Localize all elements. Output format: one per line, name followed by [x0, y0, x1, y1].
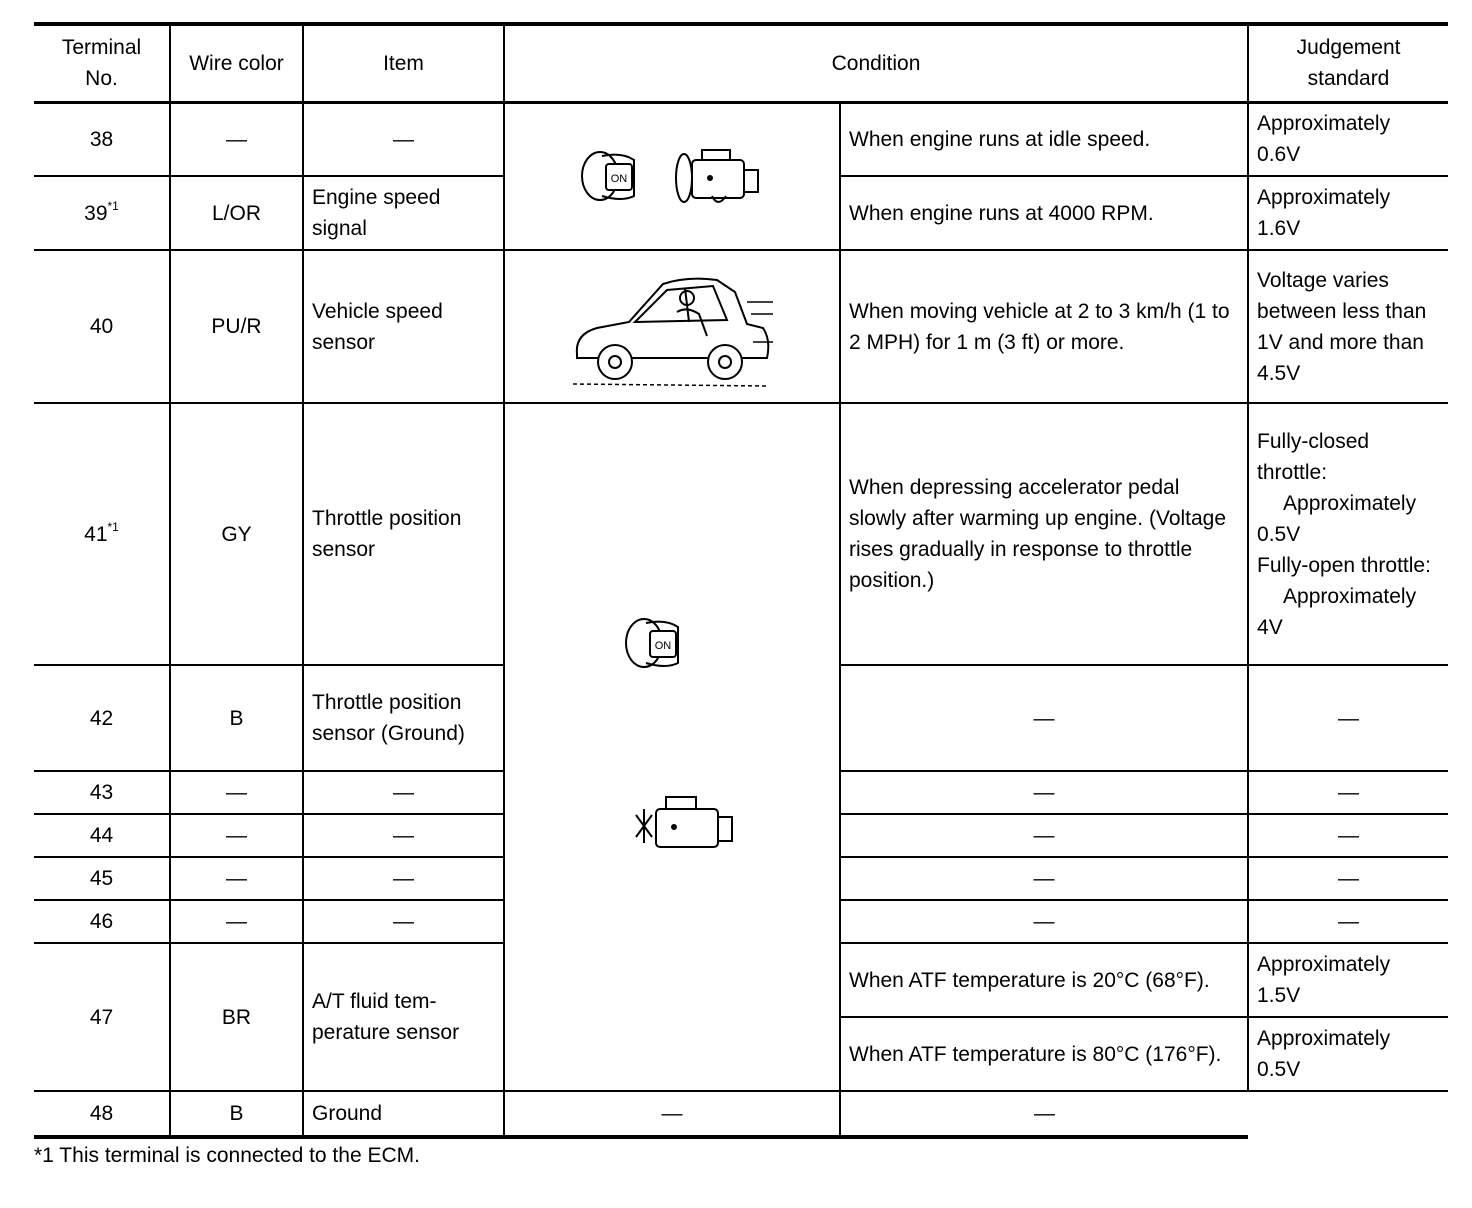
judgement-cell: — — [1248, 771, 1448, 814]
terminal-cell: 40 — [34, 250, 170, 403]
condition-cell: — — [840, 814, 1248, 857]
condition-icon-group-driving — [504, 250, 840, 403]
judgement-cell: — — [1248, 900, 1448, 943]
item-cell: — — [303, 771, 504, 814]
item-cell: A/T fluid tem-perature sensor — [303, 943, 504, 1091]
terminal-cell — [34, 403, 170, 665]
condition-cell: — — [840, 857, 1248, 900]
ignition-key-on-icon — [626, 619, 678, 667]
item-cell: — — [303, 857, 504, 900]
judgement-line: Approximately — [1257, 953, 1391, 976]
terminal-spec-table — [34, 22, 1448, 1139]
condition-cell: When ATF temperature is 20°C (68°F). — [840, 943, 1248, 1017]
judgement-cell: — — [1248, 665, 1448, 771]
judgement-line: 1.6V — [1257, 217, 1301, 240]
header-condition: Condition — [504, 24, 1248, 102]
terminal-cell: 42 — [34, 665, 170, 771]
condition-cell: — — [504, 1091, 840, 1137]
wire-color-cell: — — [170, 102, 303, 176]
item-cell: — — [303, 102, 504, 176]
condition-cell: — — [840, 771, 1248, 814]
header-wire-color: Wire color — [170, 24, 303, 102]
footnote: *1 This terminal is connected to the ECM. — [34, 1144, 420, 1167]
ignition-on-label: ON — [610, 173, 628, 186]
condition-cell: — — [840, 900, 1248, 943]
engine-running-icon — [676, 150, 758, 202]
terminal-cell: 44 — [34, 814, 170, 857]
judgement-line: 0.6V — [1257, 143, 1301, 167]
terminal-cell: 38 — [34, 102, 170, 176]
condition-icon-group-ignition — [504, 403, 840, 1091]
judgement-line: Fully-open throttle: — [1257, 553, 1431, 577]
condition-icon-group-idle — [504, 102, 840, 250]
judgement-cell — [1248, 176, 1448, 250]
wire-color-cell: BR — [170, 943, 303, 1091]
header-terminal-no: Terminal No. — [34, 24, 170, 102]
wire-color-cell: — — [170, 857, 303, 900]
judgement-line: 0.5V — [1257, 1058, 1301, 1081]
item-cell: Ground — [303, 1091, 504, 1137]
item-cell: — — [303, 814, 504, 857]
condition-cell: When depressing accelerator pedal slowly after warming up engine. (Voltage rises gradually in response to throttle position.) — [840, 403, 1248, 665]
table-row — [34, 250, 1448, 403]
vehicle-driving-icon — [567, 262, 777, 392]
condition-cell: When moving vehicle at 2 to 3 km/h (1 to 2 MPH) for 1 m (3 ft) or more. — [840, 250, 1248, 403]
terminal-footnote-mark: *1 — [107, 198, 119, 213]
judgement-cell: — — [840, 1091, 1248, 1137]
item-cell: Throttle position sensor (Ground) — [303, 665, 504, 771]
judgement-line: 4V — [1257, 615, 1283, 639]
condition-cell: When engine runs at idle speed. — [840, 102, 1248, 176]
condition-cell: When engine runs at 4000 RPM. — [840, 176, 1248, 250]
terminal-cell: 43 — [34, 771, 170, 814]
judgement-line: 0.5V — [1257, 522, 1301, 546]
item-cell: Throttle position sensor — [303, 403, 504, 665]
terminal-cell: 46 — [34, 900, 170, 943]
table-row — [34, 403, 1448, 665]
judgement-line: Fully-closed throttle: — [1257, 429, 1370, 484]
wire-color-cell: L/OR — [170, 176, 303, 250]
engine-running-icon — [636, 797, 732, 847]
terminal-number: 41 — [84, 522, 108, 546]
ignition-on-label: ON — [654, 640, 672, 652]
item-cell: Engine speed signal — [303, 176, 504, 250]
judgement-line: Approximately — [1283, 584, 1417, 608]
wire-color-cell: — — [170, 771, 303, 814]
ignition-key-on-icon — [582, 152, 634, 200]
header-judgement-standard: Judgement standard — [1248, 24, 1448, 102]
wire-color-cell: — — [170, 814, 303, 857]
judgement-cell — [1248, 943, 1448, 1017]
wire-color-cell: GY — [170, 403, 303, 665]
condition-cell: — — [840, 665, 1248, 771]
judgement-cell: Voltage varies between less than 1V and more than 4.5V — [1248, 250, 1448, 403]
terminal-cell: 47 — [34, 943, 170, 1091]
judgement-cell — [1248, 1017, 1448, 1091]
table-row — [34, 102, 1448, 176]
wire-color-cell: PU/R — [170, 250, 303, 403]
wire-color-cell: — — [170, 900, 303, 943]
judgement-cell: — — [1248, 814, 1448, 857]
item-cell: Vehicle speed sensor — [303, 250, 504, 403]
terminal-number: 39 — [84, 201, 108, 225]
terminal-cell: 48 — [34, 1091, 170, 1137]
header-row — [34, 24, 1448, 102]
judgement-line: Approximately — [1257, 112, 1391, 136]
ignition-engine-icons — [572, 136, 772, 216]
judgement-line: Approximately — [1257, 186, 1391, 209]
judgement-line: Approximately — [1257, 1027, 1391, 1050]
wire-color-cell: B — [170, 1091, 303, 1137]
table-row — [34, 1091, 1448, 1137]
wire-color-cell: B — [170, 665, 303, 771]
item-cell: — — [303, 900, 504, 943]
terminal-cell: 45 — [34, 857, 170, 900]
terminal-footnote-mark: *1 — [107, 519, 119, 534]
terminal-cell — [34, 176, 170, 250]
judgement-cell — [1248, 403, 1448, 665]
ignition-engine-icons — [602, 597, 742, 897]
header-item: Item — [303, 24, 504, 102]
judgement-line: 1.5V — [1257, 984, 1301, 1007]
judgement-line: Approximately — [1283, 491, 1417, 515]
judgement-cell: — — [1248, 857, 1448, 900]
condition-cell: When ATF temperature is 80°C (176°F). — [840, 1017, 1248, 1091]
judgement-cell — [1248, 102, 1448, 176]
